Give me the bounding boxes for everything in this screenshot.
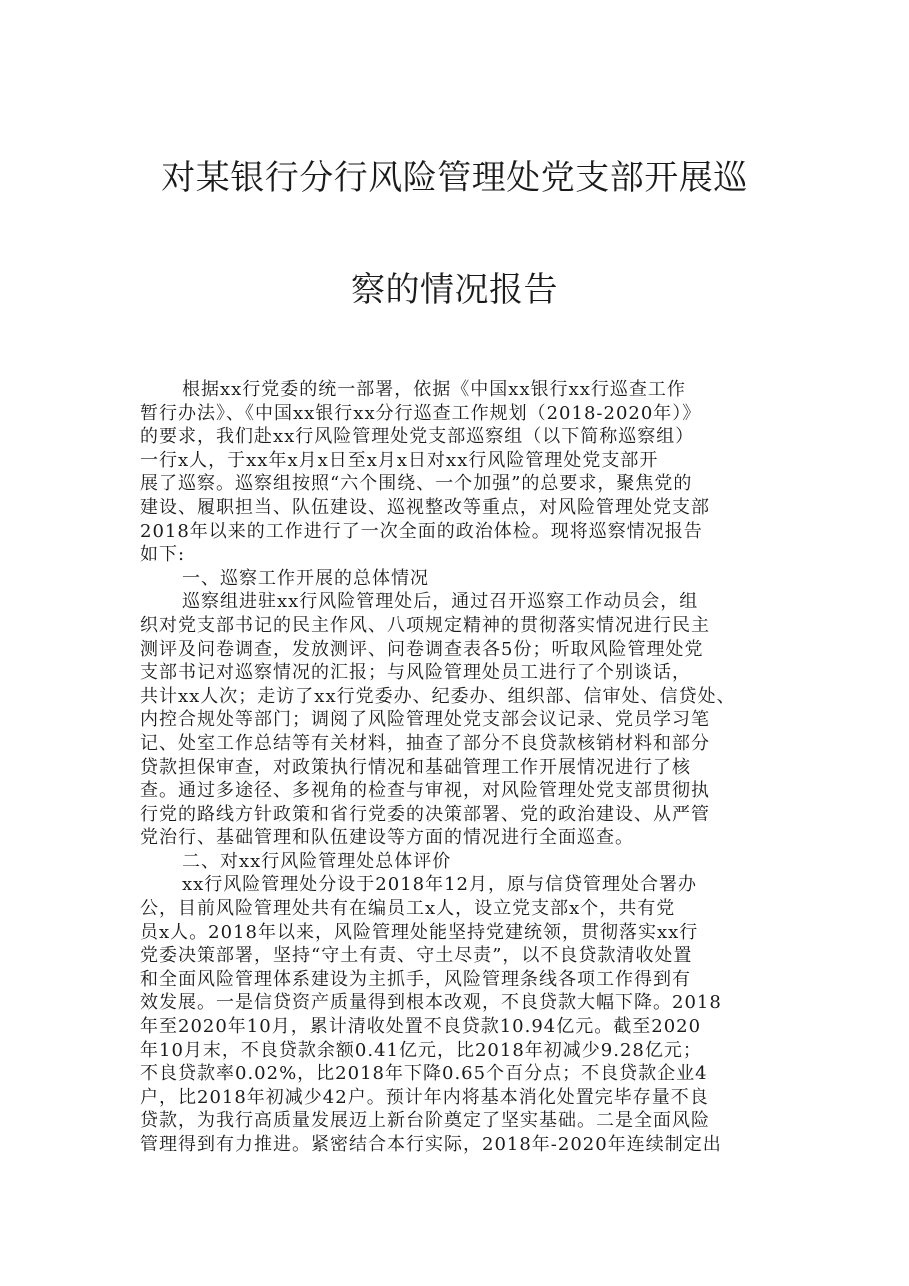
body-line: 效发展。一是信贷资产质量得到根本改观，不良贷款大幅下降。2018 (140, 992, 722, 1014)
body-line: 2018年以来的工作进行了一次全面的政治体检。现将巡察情况报告 (140, 520, 703, 542)
body-line: 员x人。2018年以来，风险管理处能坚持党建统领，贯彻落实xx行 (140, 921, 699, 943)
document-body (140, 378, 776, 1157)
body-line: 展了巡察。巡察组按照“六个围绕、一个加强”的总要求，聚焦党的 (140, 473, 693, 495)
body-line: 测评及问卷调查，发放测评、问卷调查表各5份；听取风险管理处党 (140, 638, 704, 660)
body-line: 织对党支部书记的民主作风、八项规定精神的贯彻落实情况进行民主 (140, 614, 710, 636)
body-line: 和全面风险管理体系建设为主抓手，风险管理条线各项工作得到有 (140, 968, 691, 990)
body-line: 公，目前风险管理处共有在编员工x人，设立党支部x个，共有党 (140, 898, 676, 920)
body-line: 一、巡察工作开展的总体情况 (182, 567, 429, 589)
body-line: 建设、履职担当、队伍建设、巡视整改等重点，对风险管理处党支部 (140, 496, 710, 518)
body-line: 贷款，为我行高质量发展迈上新台阶奠定了坚实基础。二是全面风险 (140, 1110, 710, 1132)
body-line: 暂行办法》、《中国xx银行xx分行巡查工作规划（2018-2020年）》 (140, 402, 702, 424)
body-line: 共计xx人次；走访了xx行党委办、纪委办、组织部、信审处、信贷处、 (140, 685, 736, 707)
body-line: 户，比2018年初减少42户。预计年内将基本消化处置完毕存量不良 (140, 1086, 709, 1108)
body-line: 年10月末，不良贷款余额0.41亿元，比2018年初减少9.28亿元； (140, 1039, 702, 1061)
body-line: 巡察组进驻xx行风险管理处后，通过召开巡察工作动员会，组 (182, 591, 699, 613)
body-line: 内控合规处等部门；调阅了风险管理处党支部会议记录、党员学习笔 (140, 709, 710, 731)
body-line: 如下: (140, 544, 186, 566)
body-line: 管理得到有力推进。紧密结合本行实际，2018年-2020年连续制定出 (140, 1134, 722, 1155)
body-line: 记、处室工作总结等有关材料，抽查了部分不良贷款核销材料和部分 (140, 732, 710, 754)
body-line: 的要求，我们赴xx行风险管理处党支部巡察组（以下简称巡察组） (140, 426, 695, 448)
body-line: 党治行、基础管理和队伍建设等方面的情况进行全面巡查。 (140, 827, 634, 849)
document-title-line-2: 察的情况报告 (351, 270, 558, 310)
body-line: 查。通过多途径、多视角的检查与审视，对风险管理处党支部贯彻执 (140, 780, 710, 802)
document-title-line-1: 对某银行分行风险管理处党支部开展巡 (161, 158, 748, 198)
body-line: 贷款担保审查，对政策执行情况和基础管理工作开展情况进行了核 (140, 756, 691, 778)
body-line: 二、对xx行风险管理处总体评价 (182, 850, 452, 872)
body-line: 党委决策部署，坚持“守土有责、守土尽责”，以不良贷款清收处置 (140, 945, 693, 967)
body-line: 一行x人，于xx年x月x日至x月x日对xx行风险管理处党支部开 (140, 449, 659, 471)
body-line: 行党的路线方针政策和省行党委的决策部署、党的政治建设、从严管 (140, 803, 710, 825)
body-line: xx行风险管理处分设于2018年12月，原与信贷管理处合署办 (182, 874, 698, 896)
body-line: 不良贷款率0.02%，比2018年下降0.65个百分点；不良贷款企业4 (140, 1063, 708, 1085)
body-line: 根据xx行党委的统一部署，依据《中国xx银行xx行巡查工作 (182, 379, 686, 400)
body-line: 支部书记对巡察情况的汇报；与风险管理处员工进行了个别谈话， (140, 662, 691, 684)
body-line: 年至2020年10月，累计清收处置不良贷款10.94亿元。截至2020 (140, 1016, 702, 1038)
